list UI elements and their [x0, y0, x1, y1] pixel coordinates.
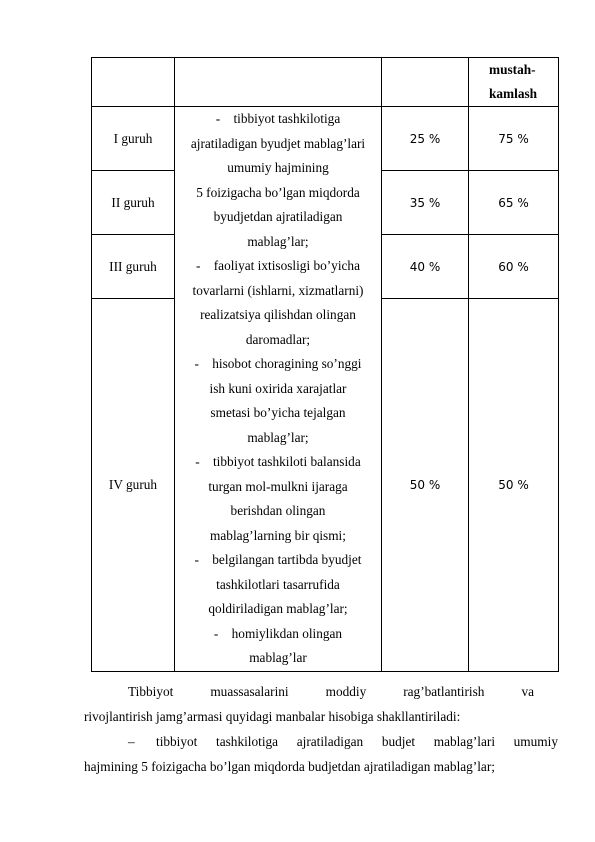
funding-source-line: daromadlar;	[245, 331, 311, 347]
funding-source-line: mablag’lar	[249, 650, 307, 665]
funding-source-line: - tibbiyot tashkiloti balansida	[195, 454, 361, 469]
percent-cell: 50 %	[382, 299, 469, 671]
funding-source-line: mablag’lar;	[247, 429, 309, 445]
funding-source-line: tovarlarni (ishlarni, xizmatlarni)	[192, 282, 364, 298]
funding-source-line: berishdan olingan	[230, 503, 326, 518]
bullet-dash: –	[128, 734, 135, 749]
funding-source-line: umumiy hajmining	[227, 160, 329, 175]
paragraph-line-2: rivojlantirish jamg’armasi quyidagi manbalar hisobiga shakllantiriladi:	[84, 709, 461, 724]
funding-source-line: smetasi bo’yicha tejalgan	[210, 405, 346, 420]
header-cell-1	[92, 58, 175, 107]
group-cell: IV guruh	[92, 299, 175, 671]
percent-cell: 25 %	[382, 107, 469, 171]
percent-cell: 50 %	[469, 299, 559, 671]
table-row	[92, 107, 559, 171]
percent-cell: 35 %	[382, 171, 469, 235]
funding-source-line: qoldiriladigan mablag’lar;	[208, 601, 348, 616]
funding-source-line: - belgilangan tartibda byudjet	[194, 552, 362, 567]
table-header-row	[92, 58, 559, 107]
percent-cell: 60 %	[469, 235, 559, 299]
header-mustahkamlash-text: mustah-kamlash	[489, 62, 538, 101]
header-cell-mustahkamlash	[469, 58, 559, 107]
percent-cell: 65 %	[469, 171, 559, 235]
funding-source-line: - tibbiyot tashkilotiga	[215, 111, 341, 126]
bullet-line-1: tibbiyot tashkilotiga ajratiladigan budjet mablag’lari umumiy	[156, 734, 558, 749]
funding-source-line: mablag’lar;	[247, 233, 309, 249]
funding-source-line: - hisobot choragining so’nggi	[194, 356, 362, 371]
funding-source-line: ish kuni oxirida xarajatlar	[209, 380, 347, 396]
group-cell: I guruh	[92, 107, 175, 171]
bullet-line-2: hajmining 5 foizigacha bo’lgan miqdorda budjetdan ajratiladigan mablag’lar;	[84, 759, 495, 774]
funding-source-line: - faoliyat ixtisosligi bo’yicha	[196, 258, 360, 273]
bullet-item	[84, 730, 558, 754]
funding-source-line: tashkilotlari tasarrufida	[216, 576, 340, 592]
funding-source-line: 5 foizigacha bo’lgan miqdorda	[196, 184, 360, 200]
funding-source-line: byudjetdan ajratiladigan	[213, 209, 343, 224]
funding-source-line: turgan mol-mulkni ijaraga	[208, 478, 348, 494]
funding-source-line: realizatsiya qilishdan olingan	[200, 307, 356, 322]
percent-cell: 75 %	[469, 107, 559, 171]
paragraph-line-1: Tibbiyot muassasalarini moddiy rag’batlantirish va	[128, 684, 534, 699]
funding-sources-cell	[175, 107, 382, 672]
header-cell-2	[175, 58, 382, 107]
funding-table	[91, 57, 559, 672]
percent-cell: 40 %	[382, 235, 469, 299]
funding-source-line: mablag’larning bir qismi;	[210, 527, 346, 543]
group-cell: III guruh	[92, 235, 175, 299]
header-cell-3	[382, 58, 469, 107]
group-cell: II guruh	[92, 171, 175, 235]
funding-source-line: ajratiladigan byudjet mablag’lari	[190, 135, 366, 151]
funding-source-line: - homiylikdan olingan	[213, 625, 343, 641]
